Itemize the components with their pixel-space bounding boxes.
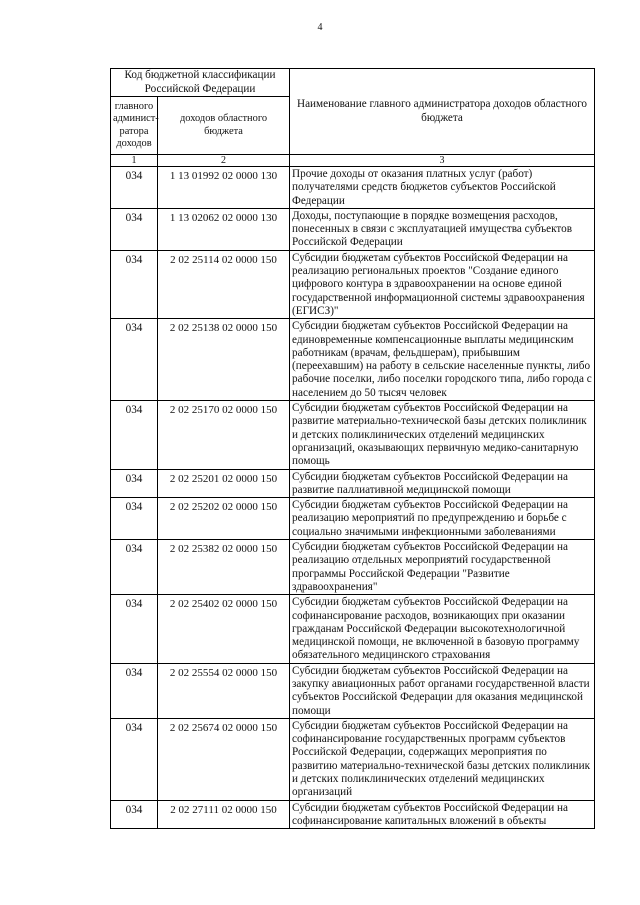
table-row <box>111 718 595 800</box>
income-code-cell: 1 13 01992 02 0000 130 <box>158 167 290 209</box>
admin-code-cell: 034 <box>111 469 158 498</box>
income-name-cell: Субсидии бюджетам субъектов Российской Федерации на единовременные компенсационные выплаты медицинским работникам (врачам, фельдшерам), прибывшим (переехавшим) на работу в сельские населенные пункты, либо рабочие поселки, либо поселки городского типа, либо города с населением до 50 тысяч человек <box>290 319 595 401</box>
income-code-cell: 2 02 25202 02 0000 150 <box>158 498 290 540</box>
income-code-cell: 2 02 25554 02 0000 150 <box>158 663 290 718</box>
income-name-cell: Субсидии бюджетам субъектов Российской Федерации на закупку авиационных работ органами государственной власти субъектов Российской Федерации для оказания медицинской помощи <box>290 663 595 718</box>
income-name-cell: Прочие доходы от оказания платных услуг (работ) получателями средств бюджетов субъектов Российской Федерации <box>290 167 595 209</box>
income-name-cell: Субсидии бюджетам субъектов Российской Федерации на развитие материально-технической базы детских поликлиник и детских поликлинических отделений медицинских организаций, оказывающих первичную медико-санитарную помощь <box>290 401 595 469</box>
income-name-cell: Субсидии бюджетам субъектов Российской Федерации на развитие паллиативной медицинской помощи <box>290 469 595 498</box>
income-code-cell: 2 02 25402 02 0000 150 <box>158 595 290 663</box>
name-column-header: Наименование главного администратора доходов областного бюджета <box>290 69 595 155</box>
admin-code-cell: 034 <box>111 663 158 718</box>
column-number-row <box>111 155 595 167</box>
income-name-cell: Субсидии бюджетам субъектов Российской Федерации на софинансирование государственных программ субъектов Российской Федерации, содержащих мероприятия по развитию материально-технической базы детских поликлиник и детских поликлинических отделений медицинских организаций <box>290 718 595 800</box>
income-name-cell: Субсидии бюджетам субъектов Российской Федерации на софинансирование капитальных вложений в объекты <box>290 800 595 829</box>
admin-code-cell: 034 <box>111 540 158 595</box>
column-number: 2 <box>158 155 290 167</box>
table-row <box>111 250 595 318</box>
admin-code-cell: 034 <box>111 167 158 209</box>
column-number: 3 <box>290 155 595 167</box>
admin-code-cell: 034 <box>111 208 158 250</box>
kbk-header: Код бюджетной классификации Российской Федерации <box>111 69 290 97</box>
income-code-cell: 2 02 25382 02 0000 150 <box>158 540 290 595</box>
income-code-cell: 2 02 25170 02 0000 150 <box>158 401 290 469</box>
admin-code-cell: 034 <box>111 718 158 800</box>
table-row <box>111 663 595 718</box>
income-code-cell: 2 02 25674 02 0000 150 <box>158 718 290 800</box>
admin-code-cell: 034 <box>111 800 158 829</box>
admin-code-cell: 034 <box>111 401 158 469</box>
table-row <box>111 595 595 663</box>
table-row <box>111 469 595 498</box>
admin-code-cell: 034 <box>111 319 158 401</box>
table-row <box>111 498 595 540</box>
table-row <box>111 800 595 829</box>
admin-code-cell: 034 <box>111 250 158 318</box>
admin-column-header: главного админист-ратора доходов <box>111 97 158 155</box>
table-row <box>111 540 595 595</box>
income-classification-table <box>110 68 595 829</box>
income-code-cell: 2 02 27111 02 0000 150 <box>158 800 290 829</box>
income-name-cell: Доходы, поступающие в порядке возмещения расходов, понесенных в связи с эксплуатацией имущества субъектов Российской Федерации <box>290 208 595 250</box>
income-name-cell: Субсидии бюджетам субъектов Российской Федерации на реализацию мероприятий по предупреждению и борьбе с социально значимыми инфекционными заболеваниями <box>290 498 595 540</box>
admin-code-cell: 034 <box>111 595 158 663</box>
income-code-cell: 1 13 02062 02 0000 130 <box>158 208 290 250</box>
income-name-cell: Субсидии бюджетам субъектов Российской Федерации на реализацию отдельных мероприятий государственной программы Российской Федерации "Развитие здравоохранения" <box>290 540 595 595</box>
table-row <box>111 319 595 401</box>
table-row <box>111 208 595 250</box>
income-code-cell: 2 02 25138 02 0000 150 <box>158 319 290 401</box>
table-row <box>111 401 595 469</box>
column-number: 1 <box>111 155 158 167</box>
table-row <box>111 167 595 209</box>
income-column-header: доходов областного бюджета <box>158 97 290 155</box>
income-code-cell: 2 02 25201 02 0000 150 <box>158 469 290 498</box>
admin-code-cell: 034 <box>111 498 158 540</box>
income-name-cell: Субсидии бюджетам субъектов Российской Федерации на софинансирование расходов, возникающих при оказании гражданам Российской Федерации высокотехнологичной медицинской помощи, не включенной в базовую программу обязательного медицинского страхования <box>290 595 595 663</box>
income-name-cell: Субсидии бюджетам субъектов Российской Федерации на реализацию региональных проектов "Создание единого цифрового контура в здравоохранении на основе единой государственной информационной системы здравоохранения (ЕГИСЗ)" <box>290 250 595 318</box>
page-number: 4 <box>317 22 323 33</box>
income-code-cell: 2 02 25114 02 0000 150 <box>158 250 290 318</box>
